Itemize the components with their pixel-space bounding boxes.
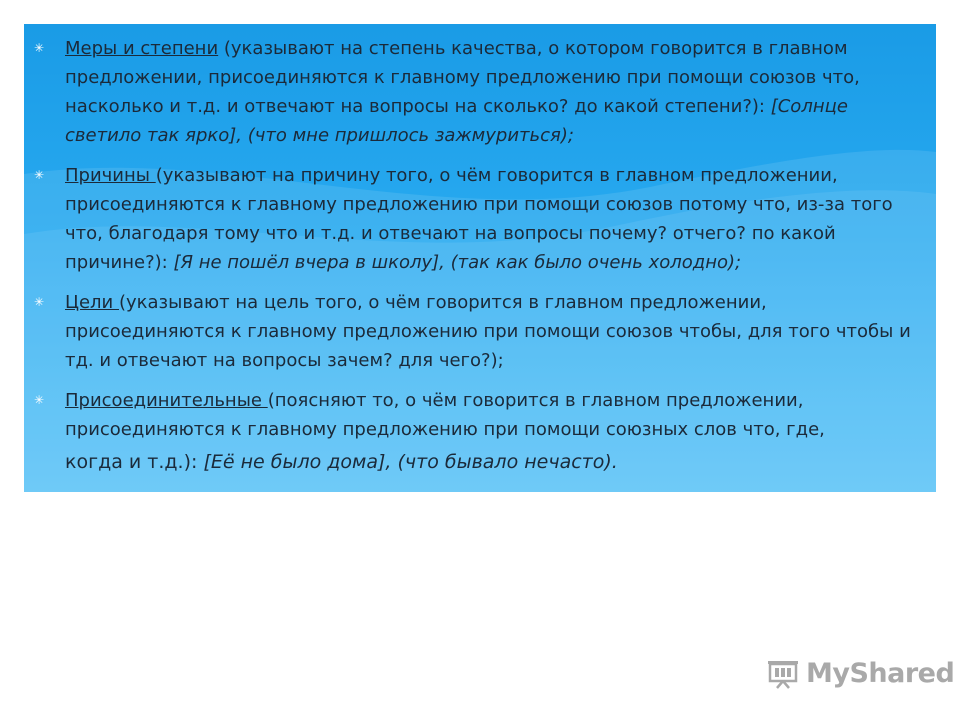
asterisk-bullet-icon: ✳ [34,393,45,407]
bullet-term: Меры и степени [65,38,219,59]
asterisk-bullet-icon: ✳ [34,295,45,309]
myshared-logo [766,656,954,690]
bullet-item [34,288,914,375]
bullet-text: (указывают на степень качества, о котором говорится в главном предложении, присоединяются к главному предложению при помощи союзов что, насколько и т.д. и отвечают на вопросы на сколько? до какой степени?): [65,38,860,117]
slide-content [34,34,914,491]
bullet-text: (указывают на причину того, о чём говорится в главном предложении, присоединяются к главному предложению при помощи союзов потому что, из-за того что, благодаря тому что и т.д. и отвечают на вопросы почему? отчего? по какой причине?): [65,165,893,273]
bullet-example: [Её не было дома], (что бывало нечасто). [203,451,618,473]
bullet-text: (указывают на цель того, о чём говорится в главном предложении, присоединяются к главному предложению при помощи союзов чтобы, для того чтобы и тд. и отвечают на вопросы зачем? для чего?); [65,292,911,371]
bullet-item [34,386,914,480]
bullet-term: Причины [65,165,156,186]
asterisk-bullet-icon: ✳ [34,41,45,55]
projector-screen-icon [766,657,800,689]
bullet-item [34,34,914,150]
logo-text: MyShared [806,657,955,689]
bullet-text-continued: когда и т.д.): [65,451,204,473]
bullet-example: [Я не пошёл вчера в школу], (так как было очень холодно); [173,252,742,273]
bullet-item [34,161,914,277]
asterisk-bullet-icon: ✳ [34,168,45,182]
bullet-term: Цели [65,292,119,313]
bullet-text: (поясняют то, о чём говорится в главном предложении, присоединяются к главному предложению при помощи союзных слов что, где, [65,390,825,440]
bullet-term: Присоединительные [65,390,268,411]
bullet-example: [Солнце светило так ярко], (что мне пришлось зажмуриться); [65,96,848,146]
